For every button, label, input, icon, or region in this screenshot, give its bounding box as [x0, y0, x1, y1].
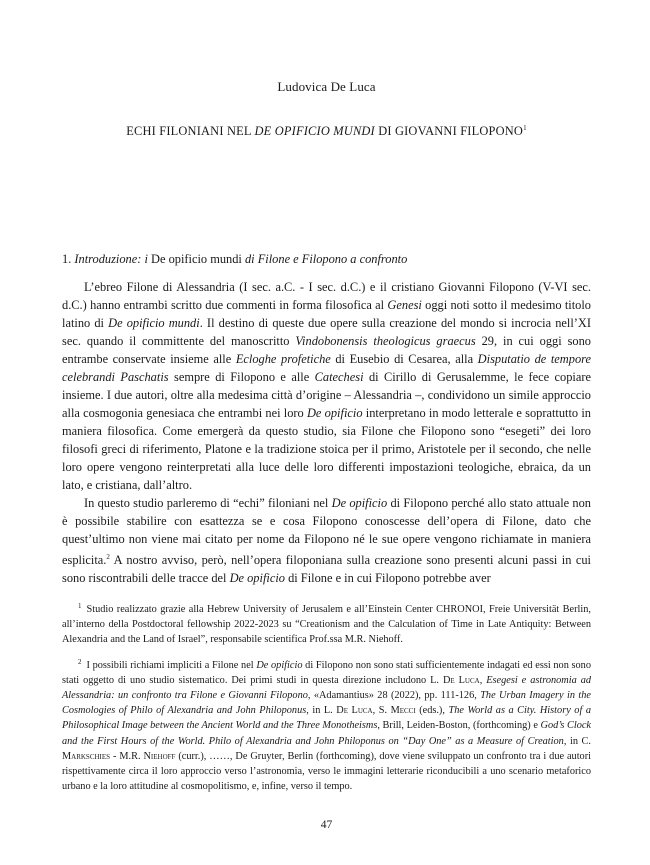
- page: [62, 0, 591, 865]
- footnote-1: $^1$ Studio realizzato grazie alla Hebrew University of Jerusalem e all’Einstein Center CHRONOI, Freie Universität Berlin, all’interno della Postdoctoral fellowship 2022-2023 su “Creationism and the Calculation of Time in Late Antiquity: Between Alexandria and the Land of Israel”, responsabile scientifica Prof.ssa M.R. Niehoff.: [62, 602, 591, 646]
- paragraph-2: In questo studio parleremo di “echi” filoniani nel De opificio di Filopono perché allo stato attuale non è possibile stabilire con esattezza se e cosa Filopono conoscesse dell’opera di Filone, dato che quest’ultimo non viene mai citato per nome da Filopono né le sue opere vengono richiamate in maniera esplicita.$^2$ A nostro avviso, però, nell’opera filoponiana sulla creazione sono presenti alcuni passi in cui sono riscontrabili delle tracce del De opificio di Filone e in cui Filopono potrebbe aver: [62, 496, 591, 585]
- author-name: Ludovica De Luca: [277, 79, 376, 94]
- body-text: [62, 278, 591, 587]
- paragraph-1: L’ebreo Filone di Alessandria (I sec. a.C. - I sec. d.C.) e il cristiano Giovanni Filopono (V-VI sec. d.C.) hanno entrambi scritto due commenti in forma filosofica al Genesi oggi noti sotto il medesimo titolo latino di De opificio mundi. Il destino di queste due opere sulla creazione del mondo si incrocia nell’XI sec. quando il committente del manoscritto Vindobonensis theologicus graecus 29, in cui oggi sono entrambe conservate insieme alle Ecloghe profetiche di Eusebio di Cesarea, alla Disputatio de tempore celebrandi Paschatis sempre di Filopono e alle Catechesi di Cirillo di Gerusalemme, le fece copiare insieme. I due autori, oltre alla medesima città d’origine – Alessandria –, condividono un simile approccio alla cosmogonia genesiaca che entrambi nei loro De opificio interpretano in modo letterale e soprattutto in maniera filosofica. Come emergerà da questo studio, sia Filone che Filopono sono “esegeti” dei loro filosofi greci di riferimento, Platone e la tradizione stoica per il primo, Aristotele per il secondo, che nelle loro opere vengono reinterpretati alla luce delle loro differenti impostazioni teologiche, ebraica, da un lato, e cristiana, dall’altro.: [62, 280, 592, 492]
- footnote-ref-1: 1: [523, 124, 527, 132]
- footnote-ref-2: 2: [106, 553, 110, 561]
- footnotes: [62, 599, 591, 801]
- page-number: 47: [320, 819, 333, 831]
- section-heading: 1. Introduzione: i De opificio mundi di Filone e Filopono a confronto: [62, 252, 408, 266]
- article-title: ECHI FILONIANI NEL DE OPIFICIO MUNDI DI GIOVANNI FILOPONO$^1$: [126, 124, 527, 138]
- footnote-2: $^2$ I possibili richiami impliciti a Filone nel De opificio di Filopono non sono stati sufficientemente indagati ed essi non sono stati oggetto di uno studio sistematico. Dei primi studi in questa direzione includono L. De Luca, Esegesi e astronomia ad Alessandria: un confronto tra Filone e Giovanni Filopono, «Adamantius» 28 (2022), pp. 111-126, The Urban Imagery in the Cosmologies of Philo of Alexandria and John Philoponus, in L. De Luca, S. Mecci (eds.), The World as a City. History of a Philosophical Image between the Ancient World and the Three Monotheisms, Brill, Leiden-Boston, (forthcoming) e God’s Clock and the First Hours of the World. Philo of Alexandria and John Philoponus on “Day One” as a Measure of Creation, in C. Markschies - M.R. Niehoff (curr.), ……, De Gruyter, Berlin (forthcoming), dove viene sviluppato un confronto tra i due autori rispettivamente circa il loro approccio verso l’astronomia, verso le immagini letterarie riconducibili a uno scenario metaforico urbano e la loro attitudine al cosmopolitismo, e, infine, verso il tempo.: [62, 657, 591, 793]
